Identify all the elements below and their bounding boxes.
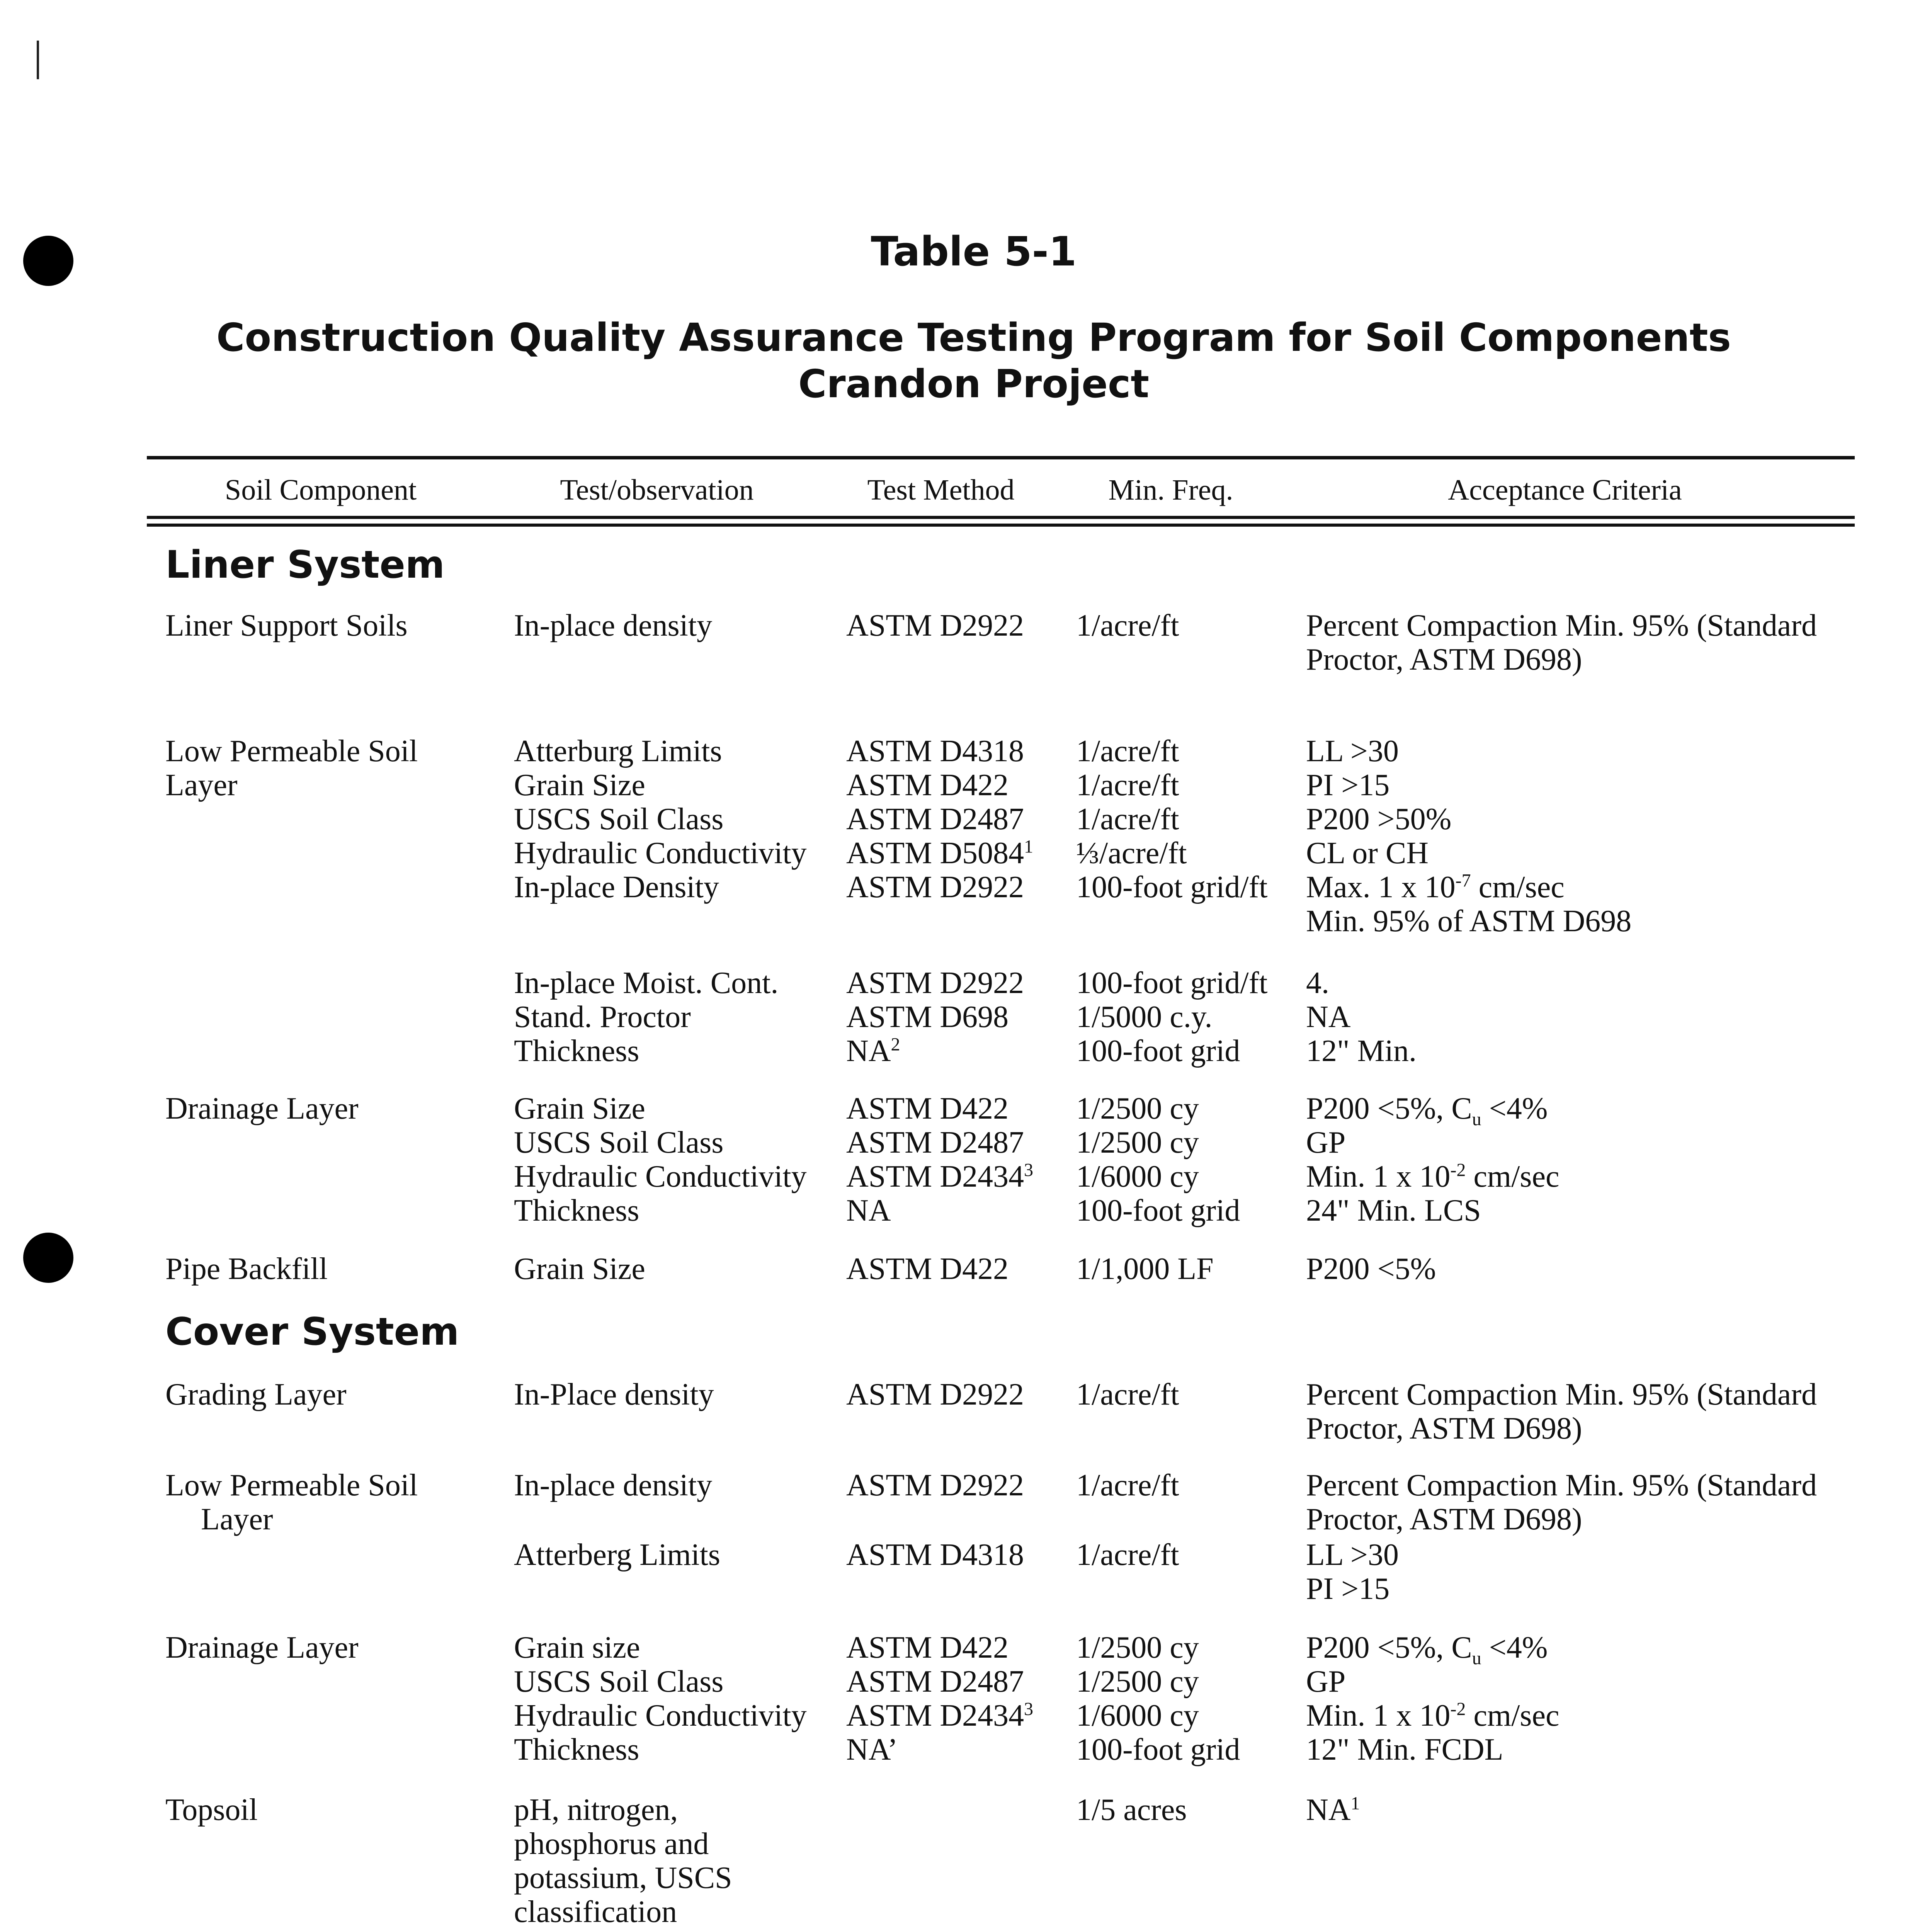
method: ASTM D2922 — [846, 1378, 1024, 1412]
test: Hydraulic Conductivity — [514, 836, 807, 870]
criteria: GP — [1306, 1665, 1346, 1699]
criteria: P200 <5% — [1306, 1252, 1436, 1286]
col-header-method: Test Method — [867, 474, 1015, 506]
frequency: 100-foot grid/ft — [1076, 966, 1268, 1000]
project-name: Crandon Project — [798, 361, 1150, 406]
header-rule-1 — [147, 516, 1855, 519]
method: ASTM D2487 — [846, 1665, 1024, 1699]
frequency: 1/1,000 LF — [1076, 1252, 1214, 1286]
test: Atterburg Limits — [514, 734, 722, 768]
criteria: Percent Compaction Min. 95% (Standard — [1306, 1468, 1817, 1502]
test: Stand. Proctor — [514, 1000, 691, 1034]
criteria: P200 <5%, $C_u <4\%$ — [1306, 1631, 1548, 1668]
method: ASTM D2922 — [846, 870, 1024, 904]
criteria: PI >15 — [1306, 768, 1390, 802]
frequency: ⅓/acre/ft — [1076, 836, 1187, 870]
frequency: 1/acre/ft — [1076, 1468, 1179, 1502]
method: ASTM D698 — [846, 1000, 1009, 1034]
component-topsoil: Topsoil — [165, 1793, 258, 1827]
test: Thickness — [514, 1733, 639, 1767]
test: In-place Density — [514, 870, 719, 904]
frequency: 1/6000 cy — [1076, 1160, 1199, 1194]
test: USCS Soil Class — [514, 802, 724, 836]
frequency: 1/acre/ft — [1076, 802, 1179, 836]
method: ASTM D2922 — [846, 966, 1024, 1000]
component-drainage-cover: Drainage Layer — [165, 1631, 359, 1665]
component-drainage-liner: Drainage Layer — [165, 1092, 359, 1126]
header-rule-2 — [147, 524, 1855, 527]
criteria: Proctor, ASTM D698) — [1306, 1502, 1582, 1536]
test: Hydraulic Conductivity — [514, 1699, 807, 1733]
test: potassium, USCS — [514, 1861, 732, 1895]
frequency: 1/acre/ft — [1076, 768, 1179, 802]
criteria: Min. 95% of ASTM D698 — [1306, 904, 1632, 938]
component-liner-support: Liner Support Soils — [165, 609, 408, 643]
test: Grain size — [514, 1631, 640, 1665]
method: ASTM D422 — [846, 1631, 1009, 1665]
method: ASTM D2922 — [846, 1468, 1024, 1502]
method: $NA^2$ — [846, 1034, 900, 1068]
method: ASTM D2434$^3$ — [846, 1699, 1034, 1733]
criteria: Min. 1 x $10^{-2}$ cm/sec — [1306, 1699, 1560, 1733]
method: ASTM D422 — [846, 1092, 1009, 1126]
method: ASTM D422 — [846, 1252, 1009, 1286]
test: classification — [514, 1895, 677, 1929]
criteria: PI >15 — [1306, 1572, 1390, 1606]
frequency: 1/acre/ft — [1076, 1538, 1179, 1572]
component-low-permeable-cover-cont: Layer — [201, 1502, 273, 1536]
method: ASTM D5084$^1$ — [846, 836, 1034, 870]
criteria: 24" Min. LCS — [1306, 1194, 1481, 1228]
scan-mark — [37, 41, 39, 79]
test: Hydraulic Conductivity — [514, 1160, 807, 1194]
criteria: LL >30 — [1306, 734, 1399, 768]
component-low-permeable-liner: Low Permeable Soil — [165, 734, 418, 768]
method: ASTM D2487 — [846, 802, 1024, 836]
criteria: Percent Compaction Min. 95% (Standard — [1306, 1378, 1817, 1412]
col-header-freq: Min. Freq. — [1108, 474, 1233, 506]
test: USCS Soil Class — [514, 1126, 724, 1160]
component-grading-layer: Grading Layer — [165, 1378, 347, 1412]
frequency: 1/acre/ft — [1076, 734, 1179, 768]
frequency: 100-foot grid/ft — [1076, 870, 1268, 904]
frequency: 100-foot grid — [1076, 1034, 1240, 1068]
criteria: LL >30 — [1306, 1538, 1399, 1572]
component-pipe-backfill: Pipe Backfill — [165, 1252, 328, 1286]
frequency: 1/5 acres — [1076, 1793, 1187, 1827]
method: ASTM D2487 — [846, 1126, 1024, 1160]
criteria: CL or CH — [1306, 836, 1429, 870]
test: Grain Size — [514, 768, 645, 802]
criteria: $NA^1$ — [1306, 1793, 1360, 1827]
binder-hole-middle — [23, 1233, 73, 1283]
test: USCS Soil Class — [514, 1665, 724, 1699]
criteria: 12" Min. — [1306, 1034, 1417, 1068]
frequency: 100-foot grid — [1076, 1733, 1240, 1767]
frequency: 1/2500 cy — [1076, 1631, 1199, 1665]
frequency: 1/2500 cy — [1076, 1665, 1199, 1699]
table-top-rule — [147, 456, 1855, 459]
frequency: 1/2500 cy — [1076, 1126, 1199, 1160]
col-header-criteria: Acceptance Criteria — [1448, 474, 1682, 506]
method: ASTM D4318 — [846, 734, 1024, 768]
criteria: Proctor, ASTM D698) — [1306, 643, 1582, 677]
method: NA’ — [846, 1733, 898, 1767]
table-title: Construction Quality Assurance Testing Program for Soil Components — [216, 315, 1731, 360]
frequency: 100-foot grid — [1076, 1194, 1240, 1228]
criteria: Min. 1 x $10^{-2}$ cm/sec — [1306, 1160, 1560, 1194]
frequency: 1/2500 cy — [1076, 1092, 1199, 1126]
method: ASTM D2922 — [846, 609, 1024, 643]
frequency: 1/acre/ft — [1076, 1378, 1179, 1412]
test: Grain Size — [514, 1252, 645, 1286]
method: ASTM D2434$^3$ — [846, 1160, 1034, 1194]
frequency: 1/6000 cy — [1076, 1699, 1199, 1733]
criteria: P200 >50% — [1306, 802, 1452, 836]
criteria: Percent Compaction Min. 95% (Standard — [1306, 609, 1817, 643]
test: In-place density — [514, 609, 713, 643]
col-header-soil-component: Soil Component — [224, 474, 417, 506]
test: Thickness — [514, 1034, 639, 1068]
method: NA — [846, 1194, 891, 1228]
test: Atterberg Limits — [514, 1538, 720, 1572]
frequency: 1/5000 c.y. — [1076, 1000, 1213, 1034]
section-liner-system: Liner System — [165, 543, 445, 587]
test: In-place Moist. Cont. — [514, 966, 779, 1000]
component-low-permeable-liner-cont: Layer — [165, 768, 238, 802]
criteria: 4. — [1306, 966, 1329, 1000]
component-low-permeable-cover: Low Permeable Soil — [165, 1468, 418, 1502]
test: pH, nitrogen, — [514, 1793, 678, 1827]
criteria: Max. 1 x $10^{-7}$ cm/sec — [1306, 870, 1565, 904]
method: ASTM D4318 — [846, 1538, 1024, 1572]
col-header-test: Test/observation — [560, 474, 754, 506]
frequency: 1/acre/ft — [1076, 609, 1179, 643]
test: Grain Size — [514, 1092, 645, 1126]
section-cover-system: Cover System — [165, 1310, 459, 1354]
criteria: 12" Min. FCDL — [1306, 1733, 1503, 1767]
criteria: Proctor, ASTM D698) — [1306, 1412, 1582, 1446]
table-number: Table 5-1 — [871, 228, 1077, 275]
method: ASTM D422 — [846, 768, 1009, 802]
test: Thickness — [514, 1194, 639, 1228]
test: phosphorus and — [514, 1827, 709, 1861]
test: In-place density — [514, 1468, 713, 1502]
criteria: GP — [1306, 1126, 1346, 1160]
test: In-Place density — [514, 1378, 714, 1412]
criteria: NA — [1306, 1000, 1351, 1034]
criteria: P200 <5%, $C_u <4\%$ — [1306, 1092, 1548, 1129]
